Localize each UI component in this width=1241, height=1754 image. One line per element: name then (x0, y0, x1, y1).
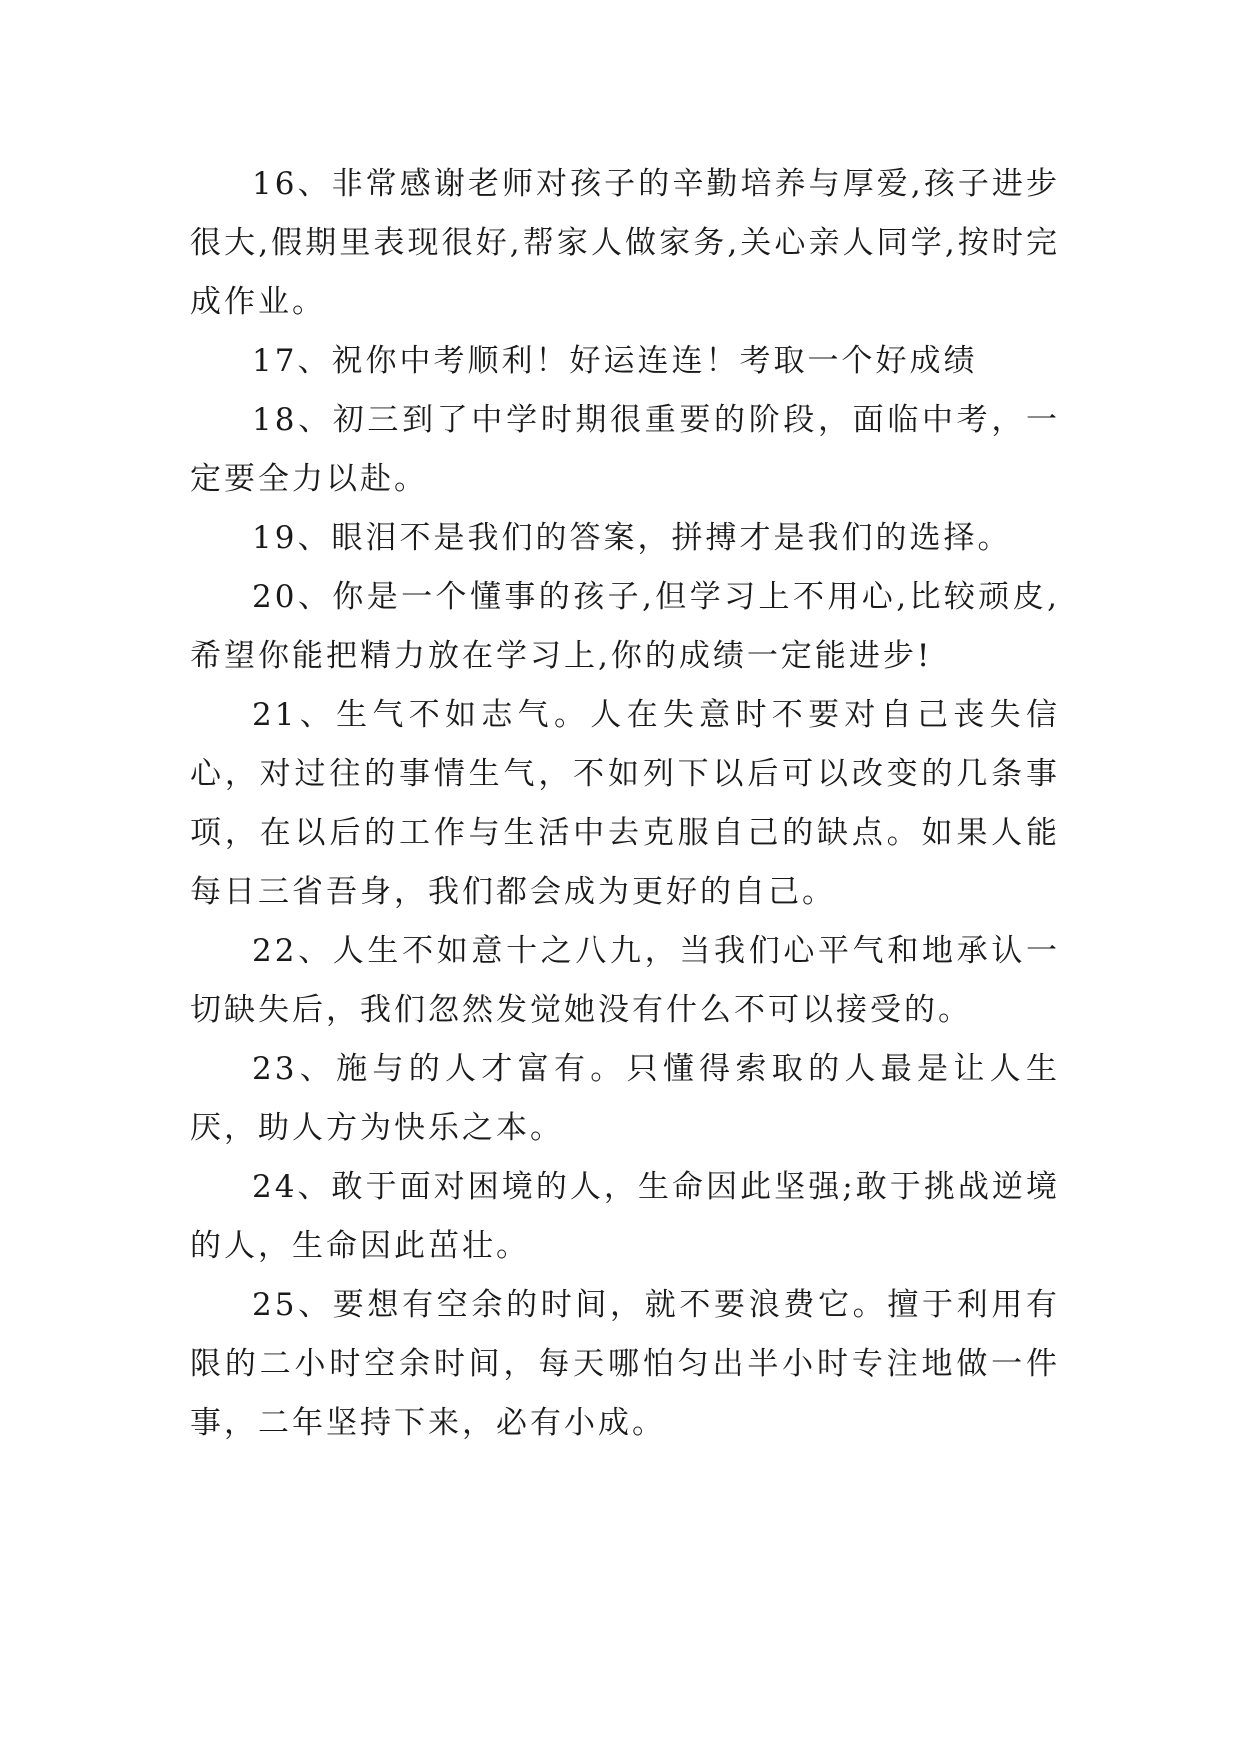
paragraph-20: 20、你是一个懂事的孩子,但学习上不用心,比较顽皮,希望你能把精力放在学习上,你的成绩一定能进步! (190, 579, 1060, 674)
document-body (190, 155, 1060, 1453)
paragraph-23: 23、施与的人才富有。只懂得索取的人最是让人生厌，助人方为快乐之本。 (190, 1051, 1060, 1146)
paragraph-25: 25、要想有空余的时间，就不要浪费它。擅于利用有限的二小时空余时间，每天哪怕匀出半小时专注地做一件事，二年坚持下来，必有小成。 (190, 1287, 1060, 1441)
paragraph-21: 21、生气不如志气。人在失意时不要对自己丧失信心，对过往的事情生气，不如列下以后可以改变的几条事项，在以后的工作与生活中去克服自己的缺点。如果人能每日三省吾身，我们都会成为更好的自己。 (190, 697, 1060, 910)
paragraph-18: 18、初三到了中学时期很重要的阶段，面临中考，一定要全力以赴。 (190, 402, 1060, 497)
paragraph-24: 24、敢于面对困境的人，生命因此坚强;敢于挑战逆境的人，生命因此茁壮。 (190, 1169, 1060, 1264)
paragraph-16: 16、非常感谢老师对孩子的辛勤培养与厚爱,孩子进步很大,假期里表现很好,帮家人做家务,关心亲人同学,按时完成作业。 (190, 166, 1060, 320)
paragraph-17: 17、祝你中考顺利！好运连连！考取一个好成绩 (252, 343, 978, 379)
paragraph-19: 19、眼泪不是我们的答案，拼搏才是我们的选择。 (252, 520, 1012, 556)
paragraph-22: 22、人生不如意十之八九，当我们心平气和地承认一切缺失后，我们忽然发觉她没有什么不可以接受的。 (190, 933, 1060, 1028)
